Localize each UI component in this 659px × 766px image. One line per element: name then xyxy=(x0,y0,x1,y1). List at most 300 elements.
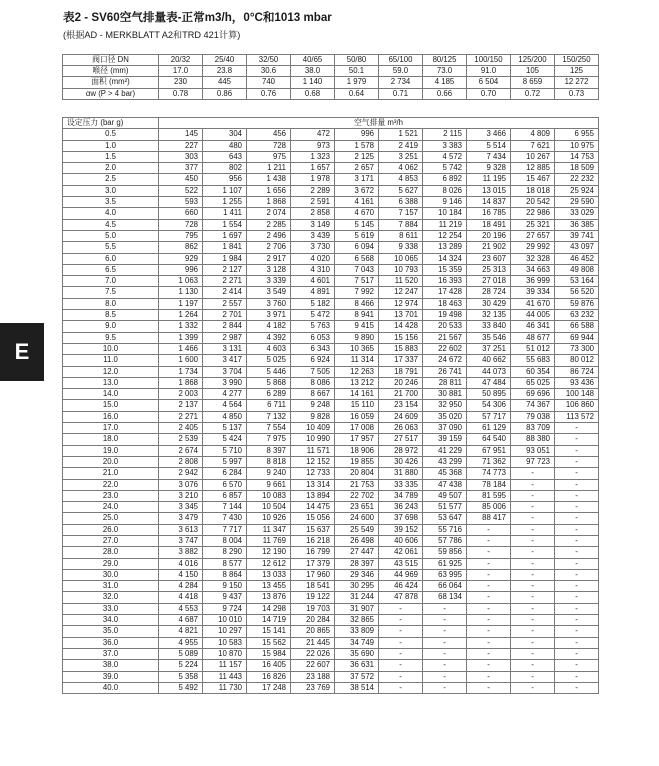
flow-cell: - xyxy=(511,648,555,659)
spec-cell: 8 659 xyxy=(511,77,555,88)
flow-cell: 2 858 xyxy=(291,208,335,219)
flow-cell: - xyxy=(423,637,467,648)
flow-cell: 12 885 xyxy=(511,163,555,174)
flow-cell: - xyxy=(555,513,599,524)
flow-cell: 20 284 xyxy=(291,615,335,626)
flow-cell: 18 018 xyxy=(511,185,555,196)
flow-cell: 51 577 xyxy=(423,502,467,513)
flow-cell: 2 127 xyxy=(203,264,247,275)
spec-cell: 0.76 xyxy=(247,88,291,99)
flow-cell: 2 496 xyxy=(247,230,291,241)
flow-cell: 4 161 xyxy=(335,197,379,208)
flow-cell: 522 xyxy=(159,185,203,196)
flow-cell: 4 809 xyxy=(511,129,555,140)
flow-cell: 61 925 xyxy=(423,558,467,569)
flow-cell: - xyxy=(379,671,423,682)
flow-cell: 7 992 xyxy=(335,287,379,298)
spec-cell: 1 979 xyxy=(335,77,379,88)
spec-cell: 125 xyxy=(555,66,599,77)
flow-cell: 9 328 xyxy=(467,163,511,174)
flow-cell: 13 894 xyxy=(291,490,335,501)
spec-row xyxy=(63,66,599,77)
flow-cell: 3 417 xyxy=(203,355,247,366)
flow-cell: 44 005 xyxy=(511,310,555,321)
flow-cell: 17 248 xyxy=(247,682,291,693)
flow-cell: 1 107 xyxy=(203,185,247,196)
flow-cell: 1 657 xyxy=(291,163,335,174)
flow-cell: 12 247 xyxy=(379,287,423,298)
flow-cell: 34 749 xyxy=(335,637,379,648)
table-row xyxy=(63,276,599,287)
flow-cell: - xyxy=(379,648,423,659)
table-row xyxy=(63,151,599,162)
flow-cell: 26 741 xyxy=(423,366,467,377)
pressure-cell: 3.5 xyxy=(63,197,159,208)
flow-cell: 593 xyxy=(159,197,203,208)
flow-cell: 1 130 xyxy=(159,287,203,298)
pressure-cell: 9.5 xyxy=(63,332,159,343)
flow-cell: 12 152 xyxy=(291,456,335,467)
flow-cell: 53 164 xyxy=(555,276,599,287)
pressure-cell: 5.5 xyxy=(63,242,159,253)
flow-cell: 20 865 xyxy=(291,626,335,637)
flow-cell: 21 753 xyxy=(335,479,379,490)
flow-cell: 303 xyxy=(159,151,203,162)
spec-cell: 2 734 xyxy=(379,77,423,88)
spec-cell: 740 xyxy=(247,77,291,88)
flow-cell: 4 891 xyxy=(291,287,335,298)
flow-cell: 33 029 xyxy=(555,208,599,219)
table-row xyxy=(63,197,599,208)
flow-cell: 5 424 xyxy=(203,434,247,445)
flow-cell: 450 xyxy=(159,174,203,185)
flow-cell: 6 570 xyxy=(203,479,247,490)
flow-cell: - xyxy=(467,626,511,637)
flow-cell: 100 148 xyxy=(555,389,599,400)
flow-cell: 15 156 xyxy=(379,332,423,343)
spec-cell: 150/250 xyxy=(555,55,599,66)
pressure-cell: 25.0 xyxy=(63,513,159,524)
flow-cell: 22 026 xyxy=(291,648,335,659)
flow-cell: 15 984 xyxy=(247,648,291,659)
flow-cell: - xyxy=(467,581,511,592)
flow-cell: 44 073 xyxy=(467,366,511,377)
table-row xyxy=(63,355,599,366)
flow-cell: 996 xyxy=(159,264,203,275)
flow-cell: 11 769 xyxy=(247,535,291,546)
flow-cell: - xyxy=(467,637,511,648)
pressure-cell: 1.0 xyxy=(63,140,159,151)
flow-cell: 66 064 xyxy=(423,581,467,592)
flow-cell: 145 xyxy=(159,129,203,140)
flow-column-header: 空气排量 m³/h xyxy=(159,118,599,129)
flow-cell: - xyxy=(555,490,599,501)
flow-cell: - xyxy=(379,603,423,614)
flow-cell: 57 717 xyxy=(467,411,511,422)
flow-cell: 7 144 xyxy=(203,502,247,513)
flow-cell: 17 957 xyxy=(335,434,379,445)
flow-cell: 33 809 xyxy=(335,626,379,637)
flow-cell: 4 418 xyxy=(159,592,203,603)
pressure-cell: 21.0 xyxy=(63,468,159,479)
pressure-cell: 10.0 xyxy=(63,343,159,354)
spec-cell: 125/200 xyxy=(511,55,555,66)
flow-cell: 39 159 xyxy=(423,434,467,445)
flow-cell: 2 003 xyxy=(159,389,203,400)
table-row xyxy=(63,321,599,332)
table-row xyxy=(63,524,599,535)
flow-cell: 36 243 xyxy=(379,502,423,513)
flow-cell: 47 484 xyxy=(467,377,511,388)
flow-cell: 1 554 xyxy=(203,219,247,230)
flow-cell: 22 986 xyxy=(511,208,555,219)
spec-cell: 80/125 xyxy=(423,55,467,66)
table-row xyxy=(63,513,599,524)
flow-cell: 377 xyxy=(159,163,203,174)
flow-cell: 21 902 xyxy=(467,242,511,253)
pressure-cell: 4.0 xyxy=(63,208,159,219)
flow-cell: 10 184 xyxy=(423,208,467,219)
pressure-cell: 29.0 xyxy=(63,558,159,569)
flow-cell: 4 016 xyxy=(159,558,203,569)
flow-cell: 2 405 xyxy=(159,423,203,434)
flow-cell: 34 663 xyxy=(511,264,555,275)
flow-cell: 18 463 xyxy=(423,298,467,309)
flow-cell: 17 960 xyxy=(291,569,335,580)
flow-cell: - xyxy=(423,603,467,614)
flow-cell: 30 426 xyxy=(379,456,423,467)
table-row xyxy=(63,163,599,174)
flow-cell: 14 161 xyxy=(335,389,379,400)
flow-cell: 28 972 xyxy=(379,445,423,456)
flow-cell: 69 944 xyxy=(555,332,599,343)
flow-cell: 3 549 xyxy=(247,287,291,298)
flow-cell: 17 379 xyxy=(291,558,335,569)
flow-cell: 57 786 xyxy=(423,535,467,546)
flow-cell: 728 xyxy=(159,219,203,230)
flow-cell: - xyxy=(467,547,511,558)
pressure-cell: 1.5 xyxy=(63,151,159,162)
flow-cell: - xyxy=(423,615,467,626)
flow-cell: 25 549 xyxy=(335,524,379,535)
flow-cell: 30 881 xyxy=(423,389,467,400)
pressure-cell: 30.0 xyxy=(63,569,159,580)
flow-cell: - xyxy=(423,660,467,671)
pressure-cell: 6.5 xyxy=(63,264,159,275)
flow-cell: 15 637 xyxy=(291,524,335,535)
flow-cell: - xyxy=(511,569,555,580)
pressure-cell: 39.0 xyxy=(63,671,159,682)
table-row xyxy=(63,535,599,546)
flow-cell: - xyxy=(555,581,599,592)
flow-cell: - xyxy=(511,468,555,479)
flow-cell: 74 367 xyxy=(511,400,555,411)
flow-cell: 39 741 xyxy=(555,230,599,241)
flow-cell: 27 517 xyxy=(379,434,423,445)
flow-cell: 50 895 xyxy=(467,389,511,400)
pressure-cell: 14.0 xyxy=(63,389,159,400)
flow-cell: 3 466 xyxy=(467,129,511,140)
flow-cell: - xyxy=(511,524,555,535)
flow-cell: 227 xyxy=(159,140,203,151)
flow-cell: 32 950 xyxy=(423,400,467,411)
flow-cell: 8 667 xyxy=(291,389,335,400)
flow-cell: 10 990 xyxy=(291,434,335,445)
flow-cell: 27 447 xyxy=(335,547,379,558)
flow-cell: 11 219 xyxy=(423,219,467,230)
spec-cell: 50.1 xyxy=(335,66,379,77)
flow-cell: 2 414 xyxy=(203,287,247,298)
flow-cell: - xyxy=(511,660,555,671)
flow-cell: 795 xyxy=(159,230,203,241)
flow-cell: 54 306 xyxy=(467,400,511,411)
table-row xyxy=(63,242,599,253)
flow-cell: 10 870 xyxy=(203,648,247,659)
flow-cell: 1 697 xyxy=(203,230,247,241)
flow-cell: 7 043 xyxy=(335,264,379,275)
flow-cell: 13 033 xyxy=(247,569,291,580)
flow-cell: 2 701 xyxy=(203,310,247,321)
flow-cell: 5 224 xyxy=(159,660,203,671)
flow-cell: 27 018 xyxy=(467,276,511,287)
flow-cell: 20 533 xyxy=(423,321,467,332)
pressure-cell: 16.0 xyxy=(63,411,159,422)
table-row xyxy=(63,174,599,185)
pressure-cell: 35.0 xyxy=(63,626,159,637)
flow-cell: 68 134 xyxy=(423,592,467,603)
flow-cell: 456 xyxy=(247,129,291,140)
flow-cell: 5 868 xyxy=(247,377,291,388)
flow-cell: 14 298 xyxy=(247,603,291,614)
flow-cell: 18 791 xyxy=(379,366,423,377)
flow-cell: 11 195 xyxy=(467,174,511,185)
flow-cell: - xyxy=(511,592,555,603)
table-row xyxy=(63,637,599,648)
flow-cell: 35 546 xyxy=(467,332,511,343)
flow-cell: 3 339 xyxy=(247,276,291,287)
flow-cell: 74 773 xyxy=(467,468,511,479)
flow-cell: 7 132 xyxy=(247,411,291,422)
flow-cell: 13 876 xyxy=(247,592,291,603)
flow-cell: 28 811 xyxy=(423,377,467,388)
flow-cell: 9 890 xyxy=(335,332,379,343)
flow-cell: 7 434 xyxy=(467,151,511,162)
table-row xyxy=(63,366,599,377)
flow-cell: 7 717 xyxy=(203,524,247,535)
flow-cell: 12 254 xyxy=(423,230,467,241)
pressure-cell: 19.0 xyxy=(63,445,159,456)
flow-cell: 11 730 xyxy=(203,682,247,693)
spec-cell: 6 504 xyxy=(467,77,511,88)
flow-cell: 802 xyxy=(203,163,247,174)
flow-cell: - xyxy=(555,603,599,614)
flow-cell: 69 696 xyxy=(511,389,555,400)
flow-cell: 93 436 xyxy=(555,377,599,388)
table-row xyxy=(63,592,599,603)
pressure-cell: 4.5 xyxy=(63,219,159,230)
flow-cell: - xyxy=(511,637,555,648)
spec-cell: 25/40 xyxy=(203,55,247,66)
flow-cell: 5 710 xyxy=(203,445,247,456)
flow-cell: - xyxy=(423,682,467,693)
flow-cell: 1 255 xyxy=(203,197,247,208)
flow-cell: 480 xyxy=(203,140,247,151)
spec-cell: 1 140 xyxy=(291,77,335,88)
pressure-column-header: 设定压力 (bar g) xyxy=(63,118,159,129)
flow-cell: 973 xyxy=(291,140,335,151)
flow-cell: 2 942 xyxy=(159,468,203,479)
flow-cell: 7 621 xyxy=(511,140,555,151)
pressure-cell: 2.0 xyxy=(63,163,159,174)
flow-cell: 1 332 xyxy=(159,321,203,332)
flow-cell: - xyxy=(555,660,599,671)
flow-cell: 48 677 xyxy=(511,332,555,343)
flow-cell: 1 411 xyxy=(203,208,247,219)
flow-cell: - xyxy=(511,535,555,546)
flow-cell: 4 564 xyxy=(203,400,247,411)
flow-cell: - xyxy=(555,423,599,434)
flow-cell: 97 723 xyxy=(511,456,555,467)
table-row xyxy=(63,569,599,580)
flow-cell: 37 090 xyxy=(423,423,467,434)
flow-cell: 32 135 xyxy=(467,310,511,321)
flow-cell: 22 702 xyxy=(335,490,379,501)
flow-cell: 3 251 xyxy=(379,151,423,162)
spec-cell: 0.72 xyxy=(511,88,555,99)
table-row xyxy=(63,377,599,388)
flow-cell: 10 083 xyxy=(247,490,291,501)
table-row xyxy=(63,298,599,309)
table-row xyxy=(63,615,599,626)
flow-cell: 4 955 xyxy=(159,637,203,648)
table-row xyxy=(63,129,599,140)
flow-cell: 14 324 xyxy=(423,253,467,264)
flow-cell: 43 097 xyxy=(555,242,599,253)
flow-cell: - xyxy=(555,648,599,659)
flow-cell: 16 785 xyxy=(467,208,511,219)
pressure-cell: 23.0 xyxy=(63,490,159,501)
flow-cell: 9 415 xyxy=(335,321,379,332)
flow-cell: 10 365 xyxy=(335,343,379,354)
flow-cell: - xyxy=(555,626,599,637)
flow-cell: 3 882 xyxy=(159,547,203,558)
flow-cell: - xyxy=(511,479,555,490)
flow-cell: - xyxy=(555,456,599,467)
flow-cell: 78 184 xyxy=(467,479,511,490)
flow-cell: 22 232 xyxy=(555,174,599,185)
flow-cell: - xyxy=(555,434,599,445)
flow-cell: 1 868 xyxy=(247,197,291,208)
flow-cell: 16 405 xyxy=(247,660,291,671)
pressure-cell: 13.0 xyxy=(63,377,159,388)
flow-cell: 25 321 xyxy=(511,219,555,230)
flow-cell: 2 539 xyxy=(159,434,203,445)
flow-cell: 13 455 xyxy=(247,581,291,592)
flow-cell: 34 789 xyxy=(379,490,423,501)
flow-cell: 4 670 xyxy=(335,208,379,219)
flow-cell: 9 150 xyxy=(203,581,247,592)
flow-cell: 46 341 xyxy=(511,321,555,332)
flow-cell: 33 335 xyxy=(379,479,423,490)
flow-cell: 975 xyxy=(247,151,291,162)
flow-cell: 10 583 xyxy=(203,637,247,648)
table-row xyxy=(63,671,599,682)
pressure-cell: 9.0 xyxy=(63,321,159,332)
flow-cell: 2 657 xyxy=(335,163,379,174)
flow-cell: - xyxy=(511,502,555,513)
flow-cell: - xyxy=(511,615,555,626)
flow-cell: 16 218 xyxy=(291,535,335,546)
flow-cell: 36 631 xyxy=(335,660,379,671)
flow-cell: 5 358 xyxy=(159,671,203,682)
flow-cell: 2 917 xyxy=(247,253,291,264)
flow-cell: 3 131 xyxy=(203,343,247,354)
flow-cell: - xyxy=(555,502,599,513)
flow-cell: 3 210 xyxy=(159,490,203,501)
table-row xyxy=(63,581,599,592)
flow-cell: 20 804 xyxy=(335,468,379,479)
flow-cell: 6 343 xyxy=(291,343,335,354)
flow-cell: 3 672 xyxy=(335,185,379,196)
flow-cell: 5 514 xyxy=(467,140,511,151)
flow-cell: 9 724 xyxy=(203,603,247,614)
flow-cell: 27 657 xyxy=(511,230,555,241)
flow-cell: 5 089 xyxy=(159,648,203,659)
pressure-cell: 20.0 xyxy=(63,456,159,467)
table-row xyxy=(63,389,599,400)
flow-cell: 13 701 xyxy=(379,310,423,321)
flow-cell: 1 868 xyxy=(159,377,203,388)
flow-cell: 20 196 xyxy=(467,230,511,241)
pressure-cell: 27.0 xyxy=(63,535,159,546)
flow-cell: 13 212 xyxy=(335,377,379,388)
flow-cell: 10 267 xyxy=(511,151,555,162)
flow-cell: 15 467 xyxy=(511,174,555,185)
flow-cell: 5 446 xyxy=(247,366,291,377)
flow-cell: 6 053 xyxy=(291,332,335,343)
spec-row xyxy=(63,88,599,99)
flow-cell: - xyxy=(379,626,423,637)
spec-cell: 0.78 xyxy=(159,88,203,99)
flow-cell: 12 612 xyxy=(247,558,291,569)
flow-cell: 2 808 xyxy=(159,456,203,467)
flow-cell: 1 984 xyxy=(203,253,247,264)
flow-cell: 1 211 xyxy=(247,163,291,174)
flow-cell: 39 334 xyxy=(511,287,555,298)
flow-cell: 8 397 xyxy=(247,445,291,456)
flow-cell: 31 244 xyxy=(335,592,379,603)
flow-cell: 20 246 xyxy=(379,377,423,388)
flow-cell: 8 611 xyxy=(379,230,423,241)
flow-cell: 4 603 xyxy=(247,343,291,354)
spec-cell: 0.86 xyxy=(203,88,247,99)
flow-cell: 6 094 xyxy=(335,242,379,253)
flow-cell: 19 855 xyxy=(335,456,379,467)
spec-row xyxy=(63,77,599,88)
flow-cell: 29 992 xyxy=(511,242,555,253)
pressure-cell: 32.0 xyxy=(63,592,159,603)
flow-cell: 44 969 xyxy=(379,569,423,580)
flow-cell: 4 182 xyxy=(247,321,291,332)
pressure-cell: 38.0 xyxy=(63,660,159,671)
flow-cell: 93 051 xyxy=(511,445,555,456)
table-row xyxy=(63,445,599,456)
table-row xyxy=(63,434,599,445)
flow-cell: - xyxy=(379,615,423,626)
flow-cell: 88 380 xyxy=(511,434,555,445)
flow-cell: 86 724 xyxy=(555,366,599,377)
flow-cell: 2 115 xyxy=(423,129,467,140)
